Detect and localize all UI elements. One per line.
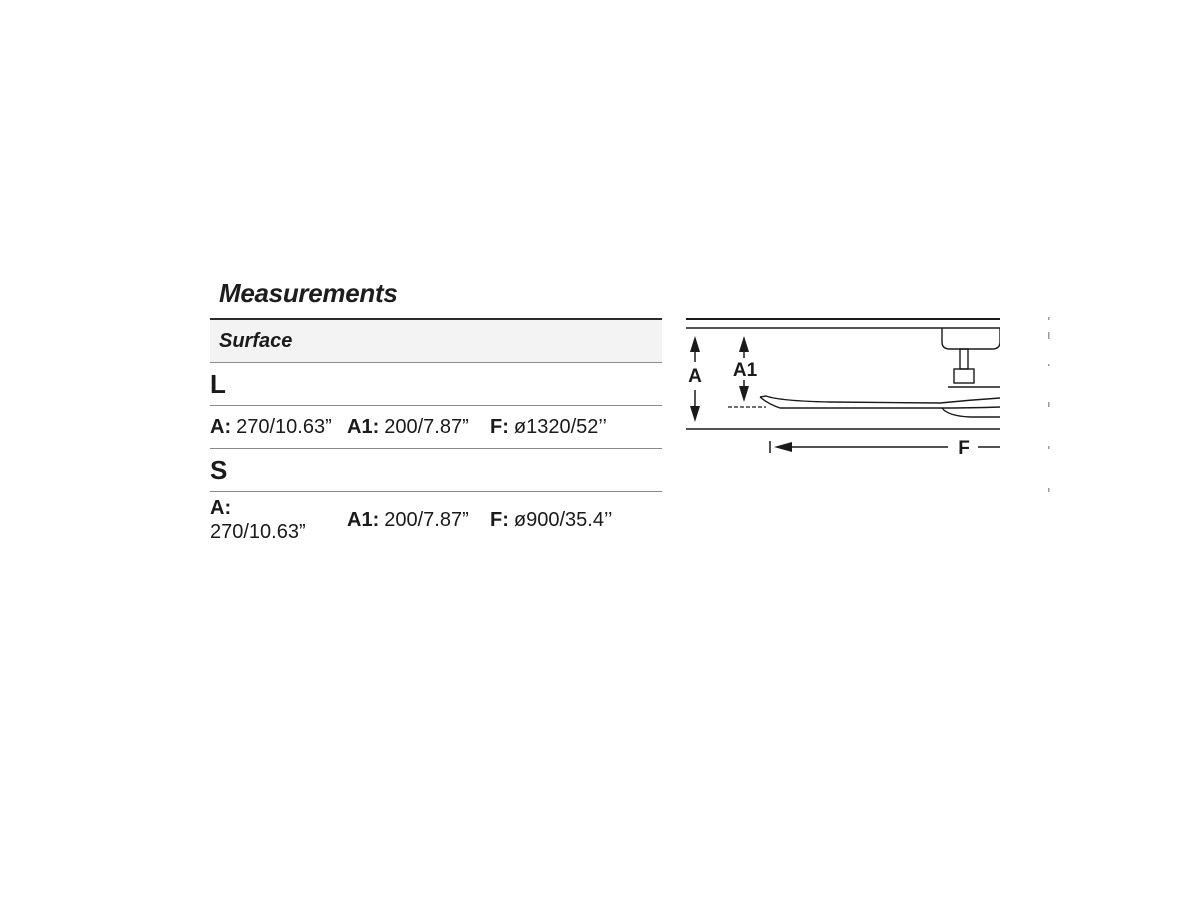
section-header: Surface	[210, 320, 662, 363]
size-label-s: S	[210, 449, 662, 492]
measurements-table	[210, 318, 662, 548]
value-f	[490, 509, 612, 532]
value-f	[490, 416, 607, 439]
dimension-f-label: F	[958, 438, 970, 459]
fan-dimension-drawing	[680, 312, 1060, 502]
value-a-text: 270/10.63”	[210, 521, 306, 543]
label-f: F:	[490, 415, 509, 438]
dimension-a1-label: A1	[732, 360, 758, 381]
label-f: F:	[490, 508, 509, 531]
label-a: A:	[210, 497, 232, 519]
value-a	[210, 416, 347, 439]
value-a1-text: 200/7.87”	[384, 415, 469, 438]
label-a1: A1:	[347, 415, 380, 438]
value-f-text: ø1320/52’’	[513, 415, 607, 438]
size-values-s	[210, 492, 662, 548]
label-a: A:	[210, 415, 232, 438]
ceiling-fan-icon	[760, 328, 1000, 417]
value-f-text: ø900/35.4’’	[513, 508, 613, 531]
value-a1-text: 200/7.87”	[384, 508, 469, 531]
value-a	[210, 496, 347, 544]
size-values-l	[210, 406, 662, 449]
size-label-l: L	[210, 363, 662, 406]
value-a-text: 270/10.63”	[236, 415, 332, 438]
value-a1	[347, 416, 490, 439]
value-a1	[347, 509, 490, 532]
crop-mask	[1000, 312, 1060, 502]
label-a1: A1:	[347, 508, 380, 531]
dimension-a-label: A	[688, 366, 702, 387]
page-title: Measurements	[219, 278, 398, 308]
